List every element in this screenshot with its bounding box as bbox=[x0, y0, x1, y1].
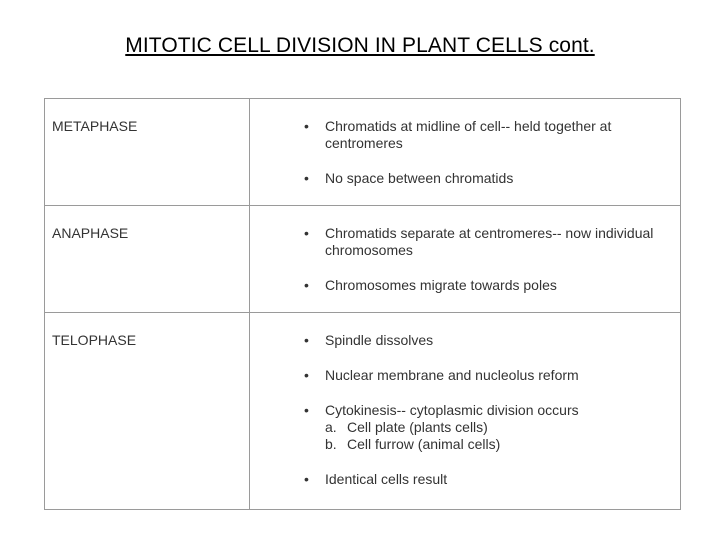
bullet-text: Chromosomes migrate towards poles bbox=[325, 277, 557, 293]
bullet-text: Identical cells result bbox=[325, 471, 448, 487]
bullet-text: Spindle dissolves bbox=[325, 332, 434, 348]
table-row-anaphase bbox=[45, 206, 681, 313]
sub-item-marker: a. bbox=[325, 419, 337, 435]
phase-name: ANAPHASE bbox=[52, 225, 129, 241]
phase-name: TELOPHASE bbox=[52, 332, 137, 348]
list-item bbox=[250, 225, 680, 259]
bullet-icon: • bbox=[304, 471, 309, 487]
phase-name: METAPHASE bbox=[52, 118, 138, 134]
bullet-icon: • bbox=[304, 170, 309, 186]
bullet-list bbox=[250, 313, 680, 488]
list-item bbox=[250, 402, 680, 453]
list-item bbox=[250, 118, 680, 152]
sub-item-marker: b. bbox=[325, 436, 337, 452]
notes-cell bbox=[250, 99, 681, 206]
bullet-icon: • bbox=[304, 332, 309, 348]
notes-cell bbox=[250, 206, 681, 313]
bullet-text: Chromatids separate at centromeres-- now individual chromosomes bbox=[325, 225, 654, 258]
bullet-icon: • bbox=[304, 402, 309, 418]
list-item bbox=[250, 332, 680, 349]
sub-item-text: Cell plate (plants cells) bbox=[347, 419, 488, 435]
bullet-icon: • bbox=[304, 118, 309, 134]
sub-item-text: Cell furrow (animal cells) bbox=[347, 436, 501, 452]
phase-cell bbox=[45, 206, 250, 313]
sub-list bbox=[325, 419, 660, 453]
phase-cell bbox=[45, 99, 250, 206]
list-item bbox=[250, 471, 680, 488]
bullet-icon: • bbox=[304, 277, 309, 293]
table-row-telophase bbox=[45, 313, 681, 510]
phase-table bbox=[44, 98, 681, 510]
bullet-text: No space between chromatids bbox=[325, 170, 514, 186]
bullet-icon: • bbox=[304, 367, 309, 383]
list-item bbox=[250, 170, 680, 187]
notes-cell bbox=[250, 313, 681, 510]
list-item bbox=[250, 277, 680, 294]
page-title: MITOTIC CELL DIVISION IN PLANT CELLS cont. bbox=[125, 34, 595, 57]
sub-list-item bbox=[325, 419, 660, 436]
bullet-text: Nuclear membrane and nucleolus reform bbox=[325, 367, 579, 383]
sub-list-item bbox=[325, 436, 660, 453]
bullet-list bbox=[250, 99, 680, 187]
list-item bbox=[250, 367, 680, 384]
bullet-icon: • bbox=[304, 225, 309, 241]
bullet-list bbox=[250, 206, 680, 294]
table-row-metaphase bbox=[45, 99, 681, 206]
bullet-text: Chromatids at midline of cell-- held together at centromeres bbox=[325, 118, 612, 151]
bullet-text: Cytokinesis-- cytoplasmic division occurs bbox=[325, 402, 579, 418]
phase-cell bbox=[45, 313, 250, 510]
